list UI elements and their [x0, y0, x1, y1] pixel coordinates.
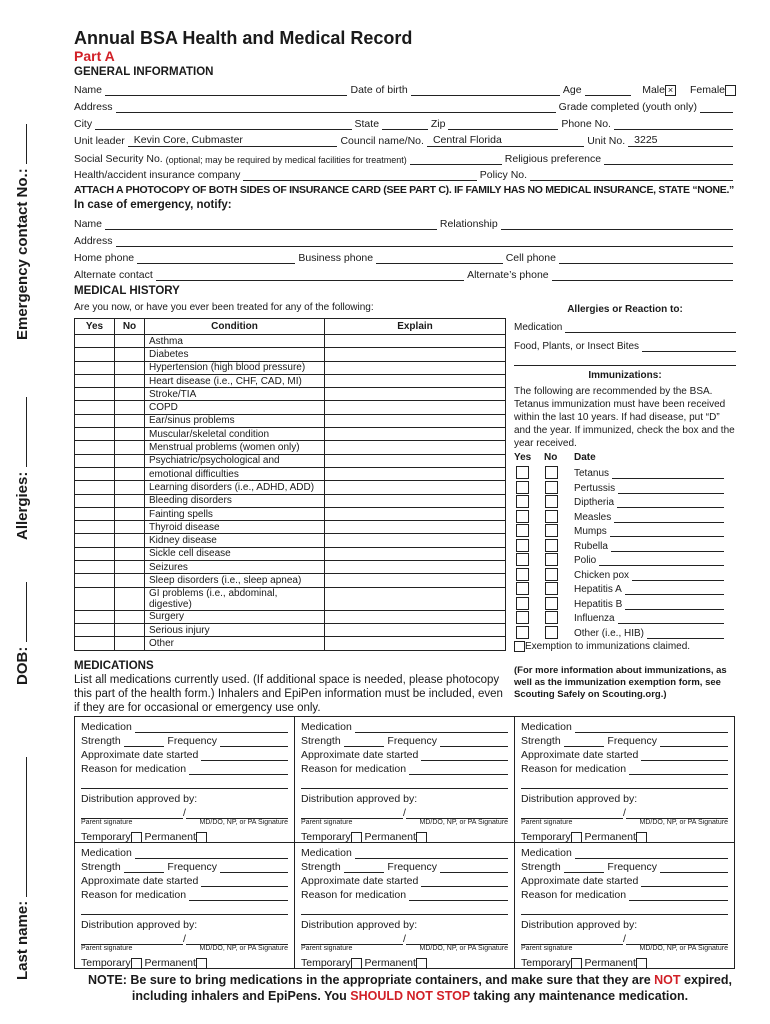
imm-date-field[interactable]	[618, 484, 724, 494]
explain-cell[interactable]	[325, 428, 506, 441]
em-phone-row: Home phone Business phone Cell phone	[74, 250, 736, 264]
table-row	[75, 467, 506, 480]
imm-date-field[interactable]	[617, 498, 724, 508]
imm-label: Rubella	[574, 540, 608, 552]
table-row	[75, 623, 506, 636]
insurance-field[interactable]	[243, 170, 476, 181]
phone-field[interactable]	[614, 119, 733, 130]
condition-cell: Serious injury	[145, 623, 325, 636]
allergy-food-row: Food, Plants, or Insect Bites	[514, 338, 736, 366]
permanent-checkbox[interactable]	[196, 958, 207, 969]
table-row	[75, 428, 506, 441]
unit-row: Unit leader Kevin Core, Cubmaster Council name/No. Central Florida Unit No. 3225	[74, 133, 736, 147]
imm-no-checkbox[interactable]	[545, 611, 558, 624]
table-row	[75, 547, 506, 560]
yes-cell[interactable]	[75, 374, 115, 387]
no-cell[interactable]	[115, 587, 145, 610]
table-row	[75, 388, 506, 401]
imm-date-field[interactable]	[611, 542, 724, 552]
med-reason-field[interactable]	[409, 765, 508, 775]
table-row	[75, 361, 506, 374]
condition-cell: Seizures	[145, 561, 325, 574]
imm-yes-checkbox[interactable]	[516, 597, 529, 610]
parent-signature-field[interactable]	[521, 935, 623, 945]
em-address-field[interactable]	[116, 236, 733, 247]
med-frequency-field[interactable]	[440, 737, 508, 747]
em-business-phone-field[interactable]	[376, 253, 503, 264]
emergency-heading: In case of emergency, notify:	[74, 199, 232, 211]
side-dob: DOB:	[14, 583, 31, 686]
explain-cell[interactable]	[325, 467, 506, 480]
exemption-checkbox[interactable]	[514, 641, 525, 652]
md-signature-field[interactable]	[406, 935, 508, 945]
part-label: Part A	[74, 48, 115, 64]
table-row	[75, 481, 506, 494]
md-signature-field[interactable]	[406, 809, 508, 819]
no-cell[interactable]	[115, 561, 145, 574]
imm-yes-checkbox[interactable]	[516, 568, 529, 581]
col-yes: Yes	[75, 319, 115, 335]
grade-field[interactable]	[700, 102, 733, 113]
no-cell[interactable]	[115, 414, 145, 427]
yes-cell[interactable]	[75, 361, 115, 374]
city-field[interactable]	[95, 119, 351, 130]
imm-no-checkbox[interactable]	[545, 568, 558, 581]
imm-label: Other (i.e., HIB)	[574, 627, 645, 639]
yes-cell[interactable]	[75, 401, 115, 414]
no-cell[interactable]	[115, 534, 145, 547]
table-row	[75, 441, 506, 454]
medication-box: Medication Strength Frequency Approximate date started Reason for medication Distribution approved by: / Parent signature MD/DO, NP, or PA Signature Temporary Permanent	[74, 842, 295, 969]
yes-cell[interactable]	[75, 388, 115, 401]
condition-cell: Muscular/skeletal condition	[145, 428, 325, 441]
med-strength-field[interactable]	[564, 737, 605, 747]
yes-cell[interactable]	[75, 610, 115, 623]
explain-cell[interactable]	[325, 507, 506, 520]
em-cell-phone-field[interactable]	[559, 253, 733, 264]
imm-yes-checkbox[interactable]	[516, 466, 529, 479]
allergy-food-field[interactable]	[642, 342, 736, 352]
col-condition: Condition	[145, 319, 325, 335]
md-signature-field[interactable]	[186, 935, 288, 945]
yes-cell[interactable]	[75, 441, 115, 454]
yes-cell[interactable]	[75, 348, 115, 361]
table-row	[75, 374, 506, 387]
medication-box: Medication Strength Frequency Approximate date started Reason for medication Distribution approved by: / Parent signature MD/DO, NP, or PA Signature Temporary Permanent	[74, 716, 295, 843]
imm-yes-checkbox[interactable]	[516, 524, 529, 537]
immunizations-text: The following are recommended by the BSA. Tetanus immunization must have been received within the last 10 years. If had disease, put “D” and the year. If immunized, check the box and the year received.	[514, 386, 735, 449]
state-field[interactable]	[382, 119, 428, 130]
med-reason-field-2[interactable]	[81, 779, 288, 789]
imm-no-checkbox[interactable]	[545, 582, 558, 595]
yes-cell[interactable]	[75, 335, 115, 348]
medication-box: Medication Strength Frequency Approximate date started Reason for medication Distribution approved by: / Parent signature MD/DO, NP, or PA Signature Temporary Permanent	[294, 716, 515, 843]
insurance-row: Health/accident insurance company Policy No.	[74, 167, 736, 181]
em-alt-row: Alternate contact Alternate’s phone	[74, 267, 736, 281]
em-alt-contact-field[interactable]	[156, 270, 464, 281]
condition-cell: Hypertension (high blood pressure)	[145, 361, 325, 374]
med-date-field[interactable]	[201, 751, 288, 761]
imm-yes-checkbox[interactable]	[516, 539, 529, 552]
no-cell[interactable]	[115, 335, 145, 348]
explain-cell[interactable]	[325, 547, 506, 560]
med-reason-field-2[interactable]	[521, 905, 728, 915]
med-frequency-field[interactable]	[440, 863, 508, 873]
imm-date-field[interactable]	[614, 513, 724, 523]
no-cell[interactable]	[115, 467, 145, 480]
imm-no-checkbox[interactable]	[545, 481, 558, 494]
em-name-row: Name Relationship	[74, 216, 736, 230]
yes-cell[interactable]	[75, 534, 115, 547]
explain-cell[interactable]	[325, 623, 506, 636]
condition-cell: Ear/sinus problems	[145, 414, 325, 427]
permanent-checkbox[interactable]	[416, 958, 427, 969]
explain-cell[interactable]	[325, 561, 506, 574]
imm-yes-checkbox[interactable]	[516, 626, 529, 639]
condition-cell: Other	[145, 637, 325, 650]
side-last-name: Last name:	[14, 757, 31, 980]
em-alt-phone-field[interactable]	[552, 270, 733, 281]
med-reason-field[interactable]	[189, 765, 288, 775]
medical-history-table	[74, 318, 506, 651]
explain-cell[interactable]	[325, 348, 506, 361]
no-cell[interactable]	[115, 374, 145, 387]
explain-cell[interactable]	[325, 388, 506, 401]
no-cell[interactable]	[115, 547, 145, 560]
med-reason-field-2[interactable]	[81, 905, 288, 915]
explain-cell[interactable]	[325, 534, 506, 547]
explain-cell[interactable]	[325, 587, 506, 610]
condition-cell: Fainting spells	[145, 507, 325, 520]
table-row	[75, 454, 506, 467]
imm-no-checkbox[interactable]	[545, 539, 558, 552]
med-reason-field[interactable]	[629, 765, 728, 775]
imm-label: Pertussis	[574, 482, 616, 494]
council-field[interactable]: Central Florida	[427, 136, 584, 147]
med-date-field[interactable]	[421, 877, 508, 887]
no-cell[interactable]	[115, 401, 145, 414]
side-allergies: Allergies:	[14, 397, 31, 540]
unit-leader-field[interactable]: Kevin Core, Cubmaster	[128, 136, 338, 147]
exemption-row: Exemption to immunizations claimed.	[514, 641, 736, 652]
condition-cell: Heart disease (i.e., CHF, CAD, MI)	[145, 374, 325, 387]
imm-label: Tetanus	[574, 468, 610, 479]
imm-no-checkbox[interactable]	[545, 495, 558, 508]
no-cell[interactable]	[115, 348, 145, 361]
em-home-phone-field[interactable]	[137, 253, 295, 264]
history-question: Are you now, or have you ever been treated for any of the following:	[74, 302, 374, 313]
explain-cell[interactable]	[325, 374, 506, 387]
dob-field[interactable]	[411, 85, 560, 96]
table-row	[75, 534, 506, 547]
name-row: Name Date of birth Age Male × Female	[74, 82, 736, 96]
med-frequency-field[interactable]	[220, 737, 288, 747]
imm-date-field[interactable]	[625, 585, 724, 595]
no-cell[interactable]	[115, 441, 145, 454]
condition-cell: Menstrual problems (women only)	[145, 441, 325, 454]
policy-field[interactable]	[530, 170, 733, 181]
age-field[interactable]	[585, 85, 632, 96]
med-strength-field[interactable]	[124, 737, 165, 747]
condition-cell: Bleeding disorders	[145, 494, 325, 507]
no-cell[interactable]	[115, 637, 145, 650]
imm-label: Hepatitis B	[574, 598, 623, 610]
zip-field[interactable]	[448, 119, 558, 130]
imm-no-checkbox[interactable]	[545, 510, 558, 523]
imm-yes-checkbox[interactable]	[516, 481, 529, 494]
med-name-field[interactable]	[135, 849, 288, 859]
imm-date-field[interactable]	[612, 469, 724, 479]
condition-cell: Asthma	[145, 335, 325, 348]
med-name-field[interactable]	[355, 723, 508, 733]
table-row	[75, 414, 506, 427]
med-date-field[interactable]	[421, 751, 508, 761]
yes-cell[interactable]	[75, 454, 115, 467]
explain-cell[interactable]	[325, 637, 506, 650]
imm-label: Diptheria	[574, 497, 615, 508]
med-reason-field-2[interactable]	[521, 779, 728, 789]
imm-no-checkbox[interactable]	[545, 553, 558, 566]
yes-cell[interactable]	[75, 587, 115, 610]
side-emergency: Emergency contact No.:	[14, 124, 31, 340]
parent-signature-field[interactable]	[301, 809, 403, 819]
imm-label: Measles	[574, 511, 612, 523]
col-no: No	[115, 319, 145, 335]
temporary-checkbox[interactable]	[351, 958, 362, 969]
yes-cell[interactable]	[75, 521, 115, 534]
explain-cell[interactable]	[325, 441, 506, 454]
no-cell[interactable]	[115, 623, 145, 636]
immunization-more-info: (For more information about immunizations, as well as the immunization exemption form, see Scouting Safely on Scouting.org.)	[514, 665, 727, 700]
parent-signature-field[interactable]	[81, 809, 183, 819]
yes-cell[interactable]	[75, 507, 115, 520]
med-date-field[interactable]	[201, 877, 288, 887]
medication-box: Medication Strength Frequency Approximate date started Reason for medication Distribution approved by: / Parent signature MD/DO, NP, or PA Signature Temporary Permanent	[514, 716, 735, 843]
md-signature-field[interactable]	[626, 935, 728, 945]
general-heading: GENERAL INFORMATION	[74, 66, 214, 78]
explain-cell[interactable]	[325, 481, 506, 494]
no-cell[interactable]	[115, 388, 145, 401]
city-row: City State Zip Phone No.	[74, 116, 736, 130]
med-reason-field[interactable]	[189, 891, 288, 901]
med-frequency-field[interactable]	[660, 737, 728, 747]
address-row: Address Grade completed (youth only)	[74, 99, 736, 113]
imm-date-field[interactable]	[647, 629, 724, 639]
attach-notice: ATTACH A PHOTOCOPY OF BOTH SIDES OF INSURANCE CARD (SEE PART C). IF FAMILY HAS NO MEDICAL INSURANCE, STATE “NONE.”	[74, 184, 735, 196]
table-row	[75, 494, 506, 507]
history-heading: MEDICAL HISTORY	[74, 285, 180, 297]
col-explain: Explain	[325, 319, 506, 335]
table-row	[75, 335, 506, 348]
no-cell[interactable]	[115, 428, 145, 441]
form-title: Annual BSA Health and Medical Record	[74, 28, 413, 48]
no-cell[interactable]	[115, 361, 145, 374]
condition-cell: Sleep disorders (i.e., sleep apnea)	[145, 574, 325, 587]
immunizations-heading: Immunizations:	[588, 370, 662, 381]
table-row	[75, 348, 506, 361]
yes-cell[interactable]	[75, 561, 115, 574]
med-reason-field[interactable]	[409, 891, 508, 901]
no-cell[interactable]	[115, 521, 145, 534]
no-cell[interactable]	[115, 454, 145, 467]
explain-cell[interactable]	[325, 574, 506, 587]
md-signature-field[interactable]	[186, 809, 288, 819]
condition-cell: Thyroid disease	[145, 521, 325, 534]
permanent-checkbox[interactable]	[636, 958, 647, 969]
temporary-checkbox[interactable]	[571, 958, 582, 969]
parent-signature-field[interactable]	[521, 809, 623, 819]
med-frequency-field[interactable]	[660, 863, 728, 873]
med-strength-field[interactable]	[124, 863, 165, 873]
imm-yes-checkbox[interactable]	[516, 510, 529, 523]
imm-no-checkbox[interactable]	[545, 524, 558, 537]
explain-cell[interactable]	[325, 610, 506, 623]
med-strength-field[interactable]	[344, 863, 385, 873]
imm-label: Chicken pox	[574, 569, 630, 581]
med-date-field[interactable]	[641, 877, 728, 887]
no-cell[interactable]	[115, 481, 145, 494]
imm-yes-checkbox[interactable]	[516, 582, 529, 595]
explain-cell[interactable]	[325, 521, 506, 534]
condition-cell: Sickle cell disease	[145, 547, 325, 560]
explain-cell[interactable]	[325, 454, 506, 467]
yes-cell[interactable]	[75, 414, 115, 427]
yes-cell[interactable]	[75, 481, 115, 494]
em-name-field[interactable]	[105, 219, 437, 230]
no-cell[interactable]	[115, 507, 145, 520]
table-row	[75, 401, 506, 414]
no-cell[interactable]	[115, 494, 145, 507]
name-field[interactable]	[105, 85, 347, 96]
allergies-heading: Allergies or Reaction to:	[567, 304, 683, 315]
explain-cell[interactable]	[325, 494, 506, 507]
medications-heading: MEDICATIONS	[74, 660, 154, 672]
religious-field[interactable]	[604, 154, 733, 165]
table-row	[75, 610, 506, 623]
parent-signature-field[interactable]	[81, 935, 183, 945]
side-panel	[14, 130, 54, 990]
medication-box: Medication Strength Frequency Approximate date started Reason for medication Distribution approved by: / Parent signature MD/DO, NP, or PA Signature Temporary Permanent	[514, 842, 735, 969]
imm-label: Mumps	[574, 526, 607, 537]
condition-cell: emotional difficulties	[145, 467, 325, 480]
med-strength-field[interactable]	[344, 737, 385, 747]
imm-no-checkbox[interactable]	[545, 626, 558, 639]
note-line-2: including inhalers and EpiPens. You SHOULD NOT STOP taking any maintenance medication.	[131, 989, 689, 1003]
imm-date-field[interactable]	[610, 527, 724, 537]
table-row	[75, 587, 506, 610]
med-reason-field-2[interactable]	[301, 779, 508, 789]
parent-signature-field[interactable]	[301, 935, 403, 945]
table-row	[75, 507, 506, 520]
yes-cell[interactable]	[75, 637, 115, 650]
yes-cell[interactable]	[75, 494, 115, 507]
explain-cell[interactable]	[325, 401, 506, 414]
imm-yes-checkbox[interactable]	[516, 611, 529, 624]
med-strength-field[interactable]	[564, 863, 605, 873]
table-row	[75, 521, 506, 534]
med-date-field[interactable]	[641, 751, 728, 761]
ssn-row: Social Security No. (optional; may be required by medical facilities for treatment) Religious preference	[74, 151, 736, 165]
explain-cell[interactable]	[325, 335, 506, 348]
medication-box: Medication Strength Frequency Approximate date started Reason for medication Distribution approved by: / Parent signature MD/DO, NP, or PA Signature Temporary Permanent	[294, 842, 515, 969]
allergy-food-field-2[interactable]	[514, 356, 736, 366]
table-row	[75, 637, 506, 650]
condition-cell: Kidney disease	[145, 534, 325, 547]
em-relationship-field[interactable]	[501, 219, 733, 230]
condition-cell: Learning disorders (i.e., ADHD, ADD)	[145, 481, 325, 494]
condition-cell: COPD	[145, 401, 325, 414]
explain-cell[interactable]	[325, 361, 506, 374]
med-reason-field-2[interactable]	[301, 905, 508, 915]
med-reason-field[interactable]	[629, 891, 728, 901]
imm-no-checkbox[interactable]	[545, 597, 558, 610]
table-row	[75, 574, 506, 587]
table-row	[75, 561, 506, 574]
female-checkbox[interactable]	[725, 85, 736, 96]
note-line-1: NOTE: Be sure to bring medications in the appropriate containers, and make sure that they are NOT expired,	[88, 973, 732, 987]
imm-label: Polio	[574, 555, 597, 566]
med-name-field[interactable]	[575, 723, 728, 733]
imm-label: Influenza	[574, 613, 615, 624]
em-address-row: Address	[74, 233, 736, 247]
temporary-checkbox[interactable]	[131, 958, 142, 969]
yes-cell[interactable]	[75, 623, 115, 636]
yes-cell[interactable]	[75, 547, 115, 560]
yes-cell[interactable]	[75, 428, 115, 441]
explain-cell[interactable]	[325, 414, 506, 427]
med-name-field[interactable]	[575, 849, 728, 859]
condition-cell: GI problems (i.e., abdominal, digestive)	[145, 587, 325, 610]
condition-cell: Diabetes	[145, 348, 325, 361]
no-cell[interactable]	[115, 574, 145, 587]
imm-label: Hepatitis A	[574, 584, 622, 595]
imm-date-field[interactable]	[618, 614, 724, 624]
allergy-medication-field[interactable]	[565, 323, 736, 333]
imm-date-field[interactable]	[599, 556, 724, 566]
address-field[interactable]	[116, 102, 556, 113]
condition-cell: Psychiatric/psychological and	[145, 454, 325, 467]
condition-cell: Surgery	[145, 610, 325, 623]
md-signature-field[interactable]	[626, 809, 728, 819]
condition-cell: Stroke/TIA	[145, 388, 325, 401]
male-checkbox[interactable]: ×	[665, 85, 676, 96]
imm-no-checkbox[interactable]	[545, 466, 558, 479]
med-name-field[interactable]	[355, 849, 508, 859]
allergy-medication-row: Medication	[514, 319, 736, 333]
imm-yes-checkbox[interactable]	[516, 495, 529, 508]
ssn-field[interactable]	[410, 154, 502, 165]
imm-date-field[interactable]	[625, 600, 724, 610]
medications-text: List all medications currently used. (If additional space is needed, please photocopy this part of the health form.) Inhalers and EpiPen information must be included, even if they are for occasional or emergency use only.	[74, 674, 503, 714]
unit-no-field[interactable]: 3225	[628, 136, 733, 147]
no-cell[interactable]	[115, 610, 145, 623]
med-name-field[interactable]	[135, 723, 288, 733]
imm-date-field[interactable]	[632, 571, 724, 581]
yes-cell[interactable]	[75, 467, 115, 480]
imm-yes-checkbox[interactable]	[516, 553, 529, 566]
med-frequency-field[interactable]	[220, 863, 288, 873]
yes-cell[interactable]	[75, 574, 115, 587]
